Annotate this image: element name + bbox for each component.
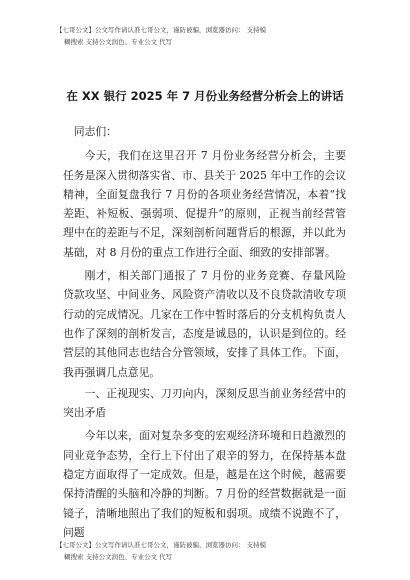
document-body	[63, 122, 346, 542]
paragraph-3: 今年以来，面对复杂多变的宏观经济环境和日趋激烈的同业竞争态势，全行上下付出了艰辛的努力，在保持基本盘稳定方面取得了一定成效。但是，越是在这个时候，越需要保持清醒的头脑和冷静的判断。7 月份的经营数据就是一面镜子，清晰地照出了我们的短板和弱项。成绩不说跑不了，问题	[63, 429, 346, 539]
footer-line-1: 【七哥公文】公文写作请认准七哥公文，谨防被骗，浏览器访问： 支持模	[56, 541, 267, 549]
header-line-1: 【七哥公文】公文写作请认准七哥公文，谨防被骗，浏览器访问： 支持模	[56, 26, 267, 34]
page-footer-notice	[56, 539, 390, 563]
paragraph-2: 刚才，相关部门通报了 7 月份的业务竞赛、存量风险贷款攻坚、中间业务、风险资产清收以及不良贷款清收专项行动的完成情况。几家在工作中暂时落后的分支机构负责人也作了深刻的剖析发言，态度是诚恳的，认识是到位的。经营层的其他同志也结合分管领域，安排了具体工作。下面，我再强调几点意见。	[63, 269, 346, 379]
paragraph-1: 今天，我们在这里召开 7 月份业务经营分析会，主要任务是深入贯彻落实省、市、县关于 2025 年中工作的会议精神，全面复盘我行 7 月份的各项业务经营情况，本着“找差距、补短板、强弱项、促提升”的原则，正视当前经营管理中在的差距与不足，深刻剖析问题背后的根源，并以此为基础，对 8 月份的重点工作进行全面、细致的安排部署。	[63, 149, 346, 259]
section-heading-1: 一、正视现实、刀刃向内，深刻反思当前业务经营中的突出矛盾	[63, 386, 346, 420]
document-title: 在 XX 银行 2025 年 7 月份业务经营分析会上的讲话	[66, 89, 344, 103]
header-line-2: 糊搜索 支持公文润色、专业公文 代写	[64, 38, 173, 46]
footer-line-2: 糊搜索 支持公文润色、专业公文 代写	[64, 553, 173, 561]
page-header-notice	[56, 24, 390, 48]
salutation: 同志们：	[73, 125, 117, 138]
